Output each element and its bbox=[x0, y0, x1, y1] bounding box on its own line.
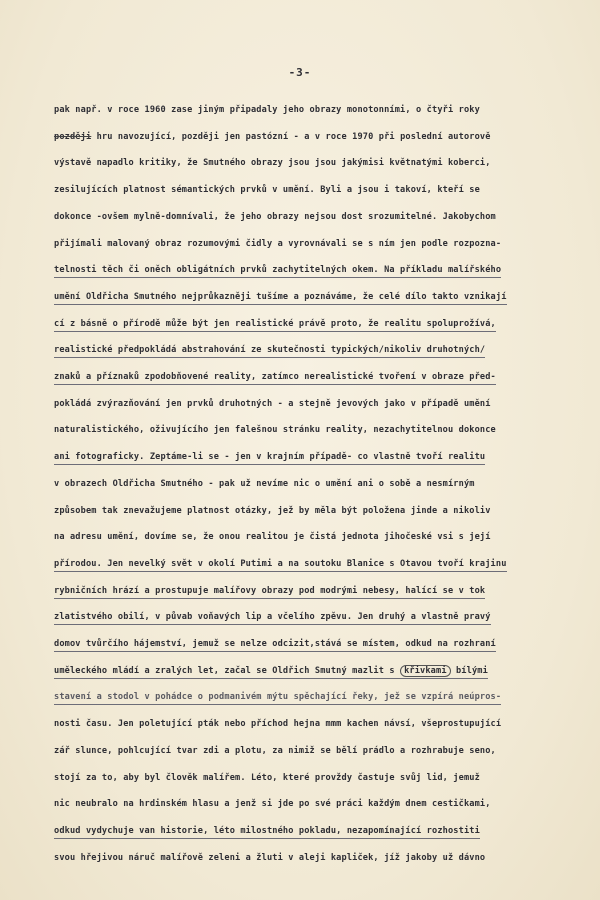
line-text: nosti času. Jen poletující pták nebo příchod hejna mmm kachen návsí, všeprostupující bbox=[54, 719, 502, 730]
page-number: -3- bbox=[288, 66, 312, 79]
text-line bbox=[54, 772, 480, 784]
line-text: zář slunce, pohlcující tvar zdi a plotu, za nimiž se bělí prádlo a rozhrabuje seno, bbox=[54, 745, 496, 756]
text-line bbox=[54, 184, 480, 196]
line-text: hru navozující, později jen pastózní - a v roce 1970 při poslední autorově bbox=[91, 131, 491, 142]
text-line bbox=[54, 344, 485, 358]
text-line bbox=[54, 398, 491, 410]
line-text: bílými bbox=[450, 665, 488, 676]
line-text: pokládá zvýrazňování jen prvků druhotných - a stejně jevových jako v případě umění bbox=[54, 398, 491, 409]
text-line bbox=[54, 131, 491, 143]
text-line bbox=[54, 638, 496, 652]
line-text: přírodou. Jen nevelký svět v okolí Putimi a na soutoku Blanice s Otavou tvoří krajinu bbox=[54, 558, 507, 569]
line-text: domov tvůrčího hájemství, jemuž se nelze odcizit,stává se místem, odkud na rozhraní bbox=[54, 639, 496, 649]
line-text: pak např. v roce 1960 zase jiným připadaly jeho obrazy monotonními, o čtyři roky bbox=[54, 105, 480, 115]
text-line bbox=[54, 318, 496, 332]
line-text: umění Oldřicha Smutného nejprůkazněji tušíme a poznáváme, že celé dílo takto vznikají bbox=[54, 291, 507, 302]
line-text: uměleckého mládí a zralých let, začal se Oldřich Smutný mazlit s bbox=[54, 665, 401, 676]
text-line bbox=[54, 264, 501, 278]
circled-word: křivkami bbox=[400, 665, 451, 677]
text-line bbox=[54, 211, 496, 223]
text-line bbox=[54, 745, 496, 757]
line-text: přijímali malovaný obraz rozumovými čidly a vyrovnávali se s ním jen podle rozpozna- bbox=[54, 238, 502, 249]
line-text: naturalistického, oživujícího jen falešnou stránku reality, nezachytitelnou dokonce bbox=[54, 425, 496, 436]
line-text: dokonce -ovšem mylně-domnívali, že jeho obrazy nejsou dost srozumitelné. Jakobychom bbox=[54, 211, 496, 222]
text-line bbox=[54, 798, 491, 810]
line-text: výstavě napadlo kritiky, že Smutného obrazy jsou jsou jakýmisi květnatými koberci, bbox=[54, 158, 491, 169]
line-text: způsobem tak znevažujeme platnost otázky, jež by měla být položena jinde a nikoliv bbox=[54, 505, 491, 516]
line-text: telnosti těch či oněch obligátních prvků zachytitelných okem. Na příkladu malířského bbox=[54, 265, 502, 276]
text-line bbox=[54, 691, 501, 705]
text-line bbox=[54, 238, 501, 250]
text-line bbox=[54, 611, 491, 625]
text-line bbox=[54, 531, 491, 543]
text-line bbox=[54, 665, 488, 679]
text-line bbox=[54, 505, 491, 517]
line-text: nic neubralo na hrdinském hlasu a jenž si jde po své práci každým dnem cestičkami, bbox=[54, 799, 491, 810]
line-text: stojí za to, aby byl člověk malířem. Léto, které provždy častuje svůj lid, jemuž bbox=[54, 772, 480, 783]
line-text: realistické předpokládá abstrahování ze skutečnosti typických/nikoliv druhotných/ bbox=[54, 345, 486, 356]
text-line bbox=[54, 424, 496, 436]
line-text: rybničních hrází a prostupuje malířovy obrazy pod modrými nebesy, halící se v tok bbox=[54, 585, 486, 596]
line-text: svou hřejivou náruč malířově zeleni a žluti v aleji kapliček, jíž jakoby už dávno bbox=[54, 852, 486, 863]
line-text: ani fotograficky. Zeptáme-li se - jen v krajním případě- co vlastně tvoří realitu bbox=[54, 452, 486, 463]
line-text: znaků a příznaků zpodobňovené reality, zatímco nerealistické tvoření v obraze před- bbox=[54, 372, 496, 382]
line-text: zlatistvého obilí, v půvab voňavých lip a včelího zpěvu. Jen druhý a vlastně pravý bbox=[54, 612, 491, 623]
text-line bbox=[54, 825, 480, 839]
text-line bbox=[54, 558, 507, 572]
line-text: na adresu umění, dovíme se, že onou realitou je čistá jednota jihočeské vsi s její bbox=[54, 532, 491, 543]
line-text: odkud vydychuje van historie, léto milostného pokladu, nezapomínající rozhostiti bbox=[54, 825, 480, 836]
text-line bbox=[54, 451, 485, 465]
text-line bbox=[54, 585, 485, 599]
line-text: zesilujících platnost sémantických prvků v umění. Byli a jsou i takoví, kteří se bbox=[54, 185, 480, 196]
text-line bbox=[54, 478, 475, 490]
struck-word: později bbox=[54, 131, 92, 142]
line-text: v obrazech Oldřicha Smutného - pak už nevíme nic o umění ani o sobě a nesmírným bbox=[54, 478, 475, 489]
text-line bbox=[54, 718, 501, 730]
text-line bbox=[54, 291, 507, 305]
text-line bbox=[54, 104, 480, 116]
text-line bbox=[54, 157, 491, 169]
text-line bbox=[54, 371, 496, 385]
line-text: stavení a stodol v pohádce o podmanivém mýtu spěchající řeky, jež se vzpírá neúpros- bbox=[54, 692, 502, 703]
line-text: cí z básně o přírodě může být jen realistické právě proto, že realitu spoluprožívá, bbox=[54, 318, 496, 329]
text-line bbox=[54, 852, 485, 864]
